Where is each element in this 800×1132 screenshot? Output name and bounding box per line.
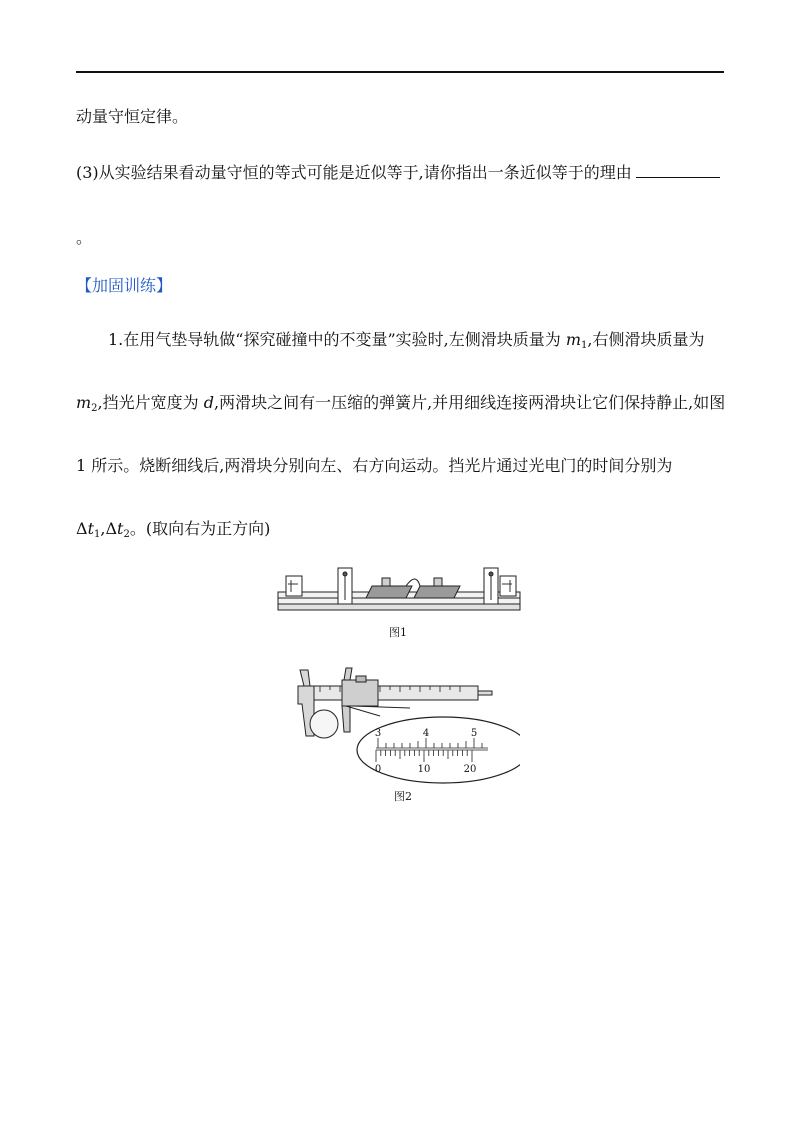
continued-text: 动量守恒定律。 xyxy=(76,107,189,126)
question-3-text: (3)从实验结果看动量守恒的等式可能是近似等于,请你指出一条近似等于的理由 xyxy=(76,163,632,182)
figure-1-caption: 图1 xyxy=(389,626,407,639)
delta-1: Δ xyxy=(76,519,88,538)
p4-text-end: 。(取向右为正方向) xyxy=(129,519,271,538)
vernier-label-10: 10 xyxy=(417,764,431,775)
sub-2: 2 xyxy=(91,403,98,414)
sub-1: 1 xyxy=(94,529,101,540)
problem-1-line-2 xyxy=(76,393,725,413)
vernier-caliper-figure xyxy=(290,664,520,784)
problem-1-line-4 xyxy=(76,519,270,539)
main-scale-label-3: 3 xyxy=(374,728,382,739)
problem-1-line-3: 1 所示。烧断细线后,两滑块分别向左、右方向运动。挡光片通过光电门的时间分别为 xyxy=(76,456,673,475)
problem-1-line-1 xyxy=(108,330,704,350)
answer-blank xyxy=(636,163,720,178)
m-symbol: m xyxy=(565,330,581,349)
main-scale-label-4: 4 xyxy=(422,728,430,739)
comma: , xyxy=(100,519,106,538)
section-title: 【加固训练】 xyxy=(76,276,173,295)
vernier-label-20: 20 xyxy=(463,764,477,775)
header-rule xyxy=(76,71,724,73)
t-symbol: t xyxy=(87,519,94,538)
vernier-label-0: 0 xyxy=(374,764,382,775)
t-symbol: t xyxy=(117,519,124,538)
air-track-figure xyxy=(274,562,526,622)
p2-text-c: ,两滑块之间有一压缩的弹簧片,并用细线连接两滑块让它们保持静止,如图 xyxy=(213,393,726,412)
question-3 xyxy=(76,163,720,183)
delta-2: Δ xyxy=(105,519,118,538)
figure-2-caption: 图2 xyxy=(394,790,412,803)
main-scale-label-5: 5 xyxy=(470,728,478,739)
sub-2: 2 xyxy=(123,529,130,540)
d-symbol: d xyxy=(203,393,214,412)
sub-1: 1 xyxy=(580,340,588,351)
p1-text-b: ,右侧滑块质量为 xyxy=(587,330,705,349)
p1-text-a: 1.在用气垫导轨做“探究碰撞中的不变量”实验时,左侧滑块质量为 xyxy=(108,330,566,349)
p2-text-b: ,挡光片宽度为 xyxy=(97,393,204,412)
question-3-end: 。 xyxy=(76,228,93,247)
m-symbol: m xyxy=(76,393,92,412)
